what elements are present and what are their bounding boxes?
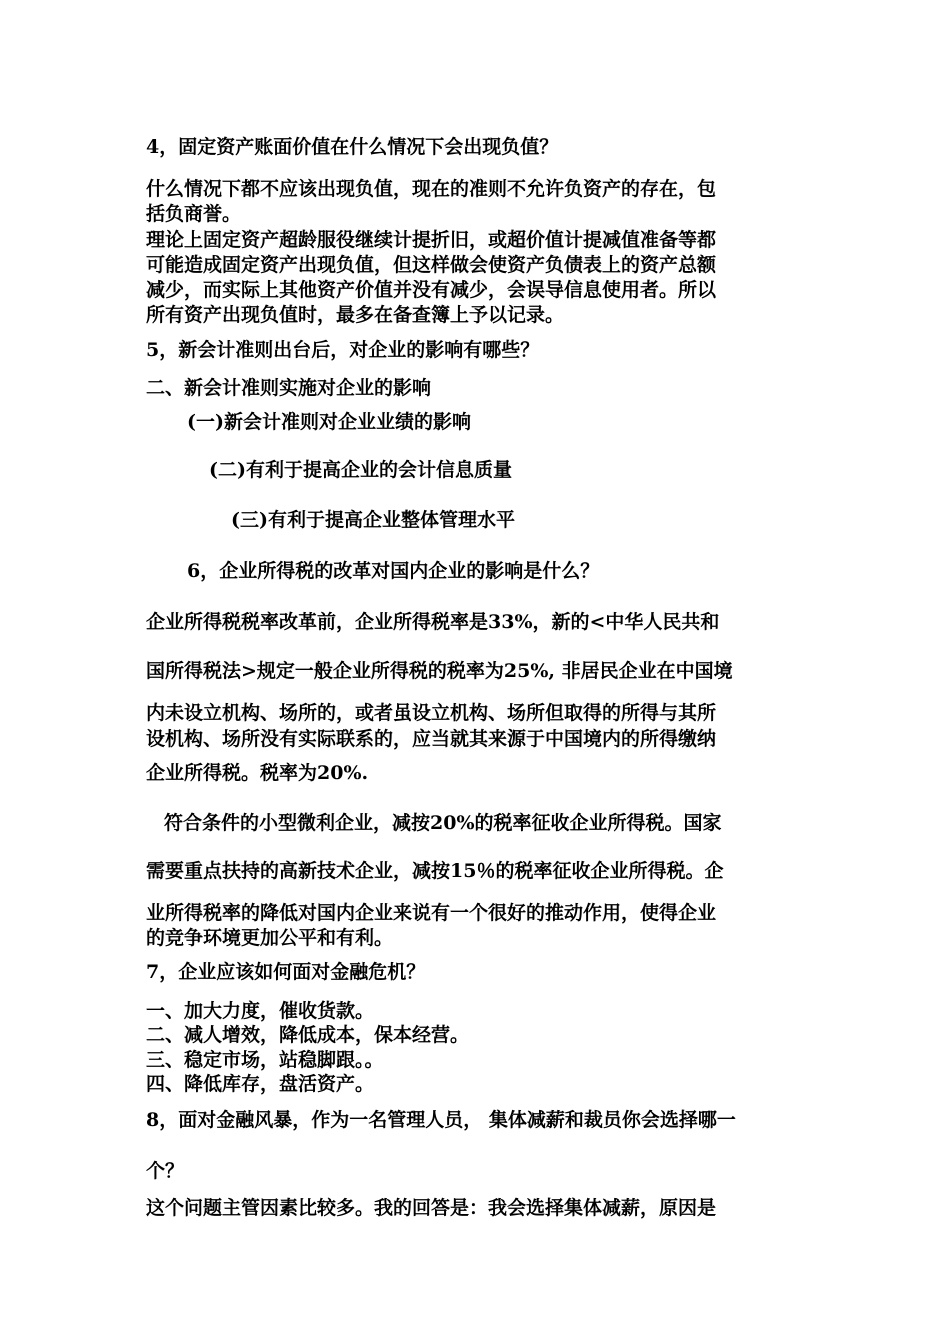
- subsection-item: (一)新会计准则对企业业绩的影响: [187, 411, 471, 433]
- answer-7-item: 一、加大力度，催收货款。: [146, 1000, 375, 1022]
- section-heading: 二、新会计准则实施对企业的影响: [146, 377, 432, 399]
- answer-7-item: 二、减人增效，降低成本，保本经营。: [146, 1024, 470, 1046]
- subsection-item: (三)有利于提高企业整体管理水平: [231, 509, 515, 531]
- answer-4-line: 减少，而实际上其他资产价值并没有减少，会误导信息使用者。所以: [146, 279, 717, 301]
- answer-7-item: 三、稳定市场，站稳脚跟。。: [146, 1049, 384, 1071]
- question-8-heading: 8，面对金融风暴，作为一名管理人员， 集体减薪和裁员你会选择哪一: [146, 1109, 736, 1131]
- question-8-heading-cont: 个？: [146, 1160, 185, 1182]
- answer-6-line: 内未设立机构、场所的，或者虽设立机构、场所但取得的所得与其所: [146, 702, 717, 724]
- question-6-heading: 6，企业所得税的改革对国内企业的影响是什么？: [187, 560, 600, 582]
- answer-4-line: 所有资产出现负值时，最多在备查簿上予以记录。: [146, 304, 565, 326]
- answer-4-line: 括负商誉。: [146, 203, 242, 225]
- answer-4-line: 什么情况下都不应该出现负值，现在的准则不允许负资产的存在，包: [146, 178, 717, 200]
- answer-6-line: 符合条件的小型微利企业，减按20%的税率征收企业所得税。国家: [164, 812, 722, 834]
- question-4-heading: 4，固定资产账面价值在什么情况下会出现负值？: [146, 136, 559, 158]
- question-7-heading: 7，企业应该如何面对金融危机？: [146, 961, 426, 983]
- answer-6-line: 企业所得税。税率为20%.: [146, 762, 369, 784]
- question-5-heading: 5，新会计准则出台后，对企业的影响有哪些？: [146, 339, 540, 361]
- answer-6-line: 国所得税法>规定一般企业所得税的税率为25%, 非居民企业在中国境: [146, 660, 733, 682]
- answer-8-line: 这个问题主管因素比较多。我的回答是：我会选择集体减薪，原因是: [146, 1197, 717, 1219]
- answer-6-line: 的竞争环境更加公平和有利。: [146, 927, 394, 949]
- answer-4-line: 可能造成固定资产出现负值，但这样做会使资产负债表上的资产总额: [146, 254, 717, 276]
- answer-6-line: 业所得税率的降低对国内企业来说有一个很好的推动作用，使得企业: [146, 902, 717, 924]
- answer-6-line: 企业所得税税率改革前，企业所得税率是33%，新的<中华人民共和: [146, 611, 720, 633]
- answer-4-line: 理论上固定资产超龄服役继续计提折旧，或超价值计提减值准备等都: [146, 229, 717, 251]
- answer-6-line: 设机构、场所没有实际联系的，应当就其来源于中国境内的所得缴纳: [146, 728, 717, 750]
- answer-6-line: 需要重点扶持的高新技术企业，减按15％的税率征收企业所得税。企: [146, 860, 724, 882]
- answer-7-item: 四、降低库存，盘活资产。: [146, 1073, 375, 1095]
- subsection-item: (二)有利于提高企业的会计信息质量: [209, 459, 512, 481]
